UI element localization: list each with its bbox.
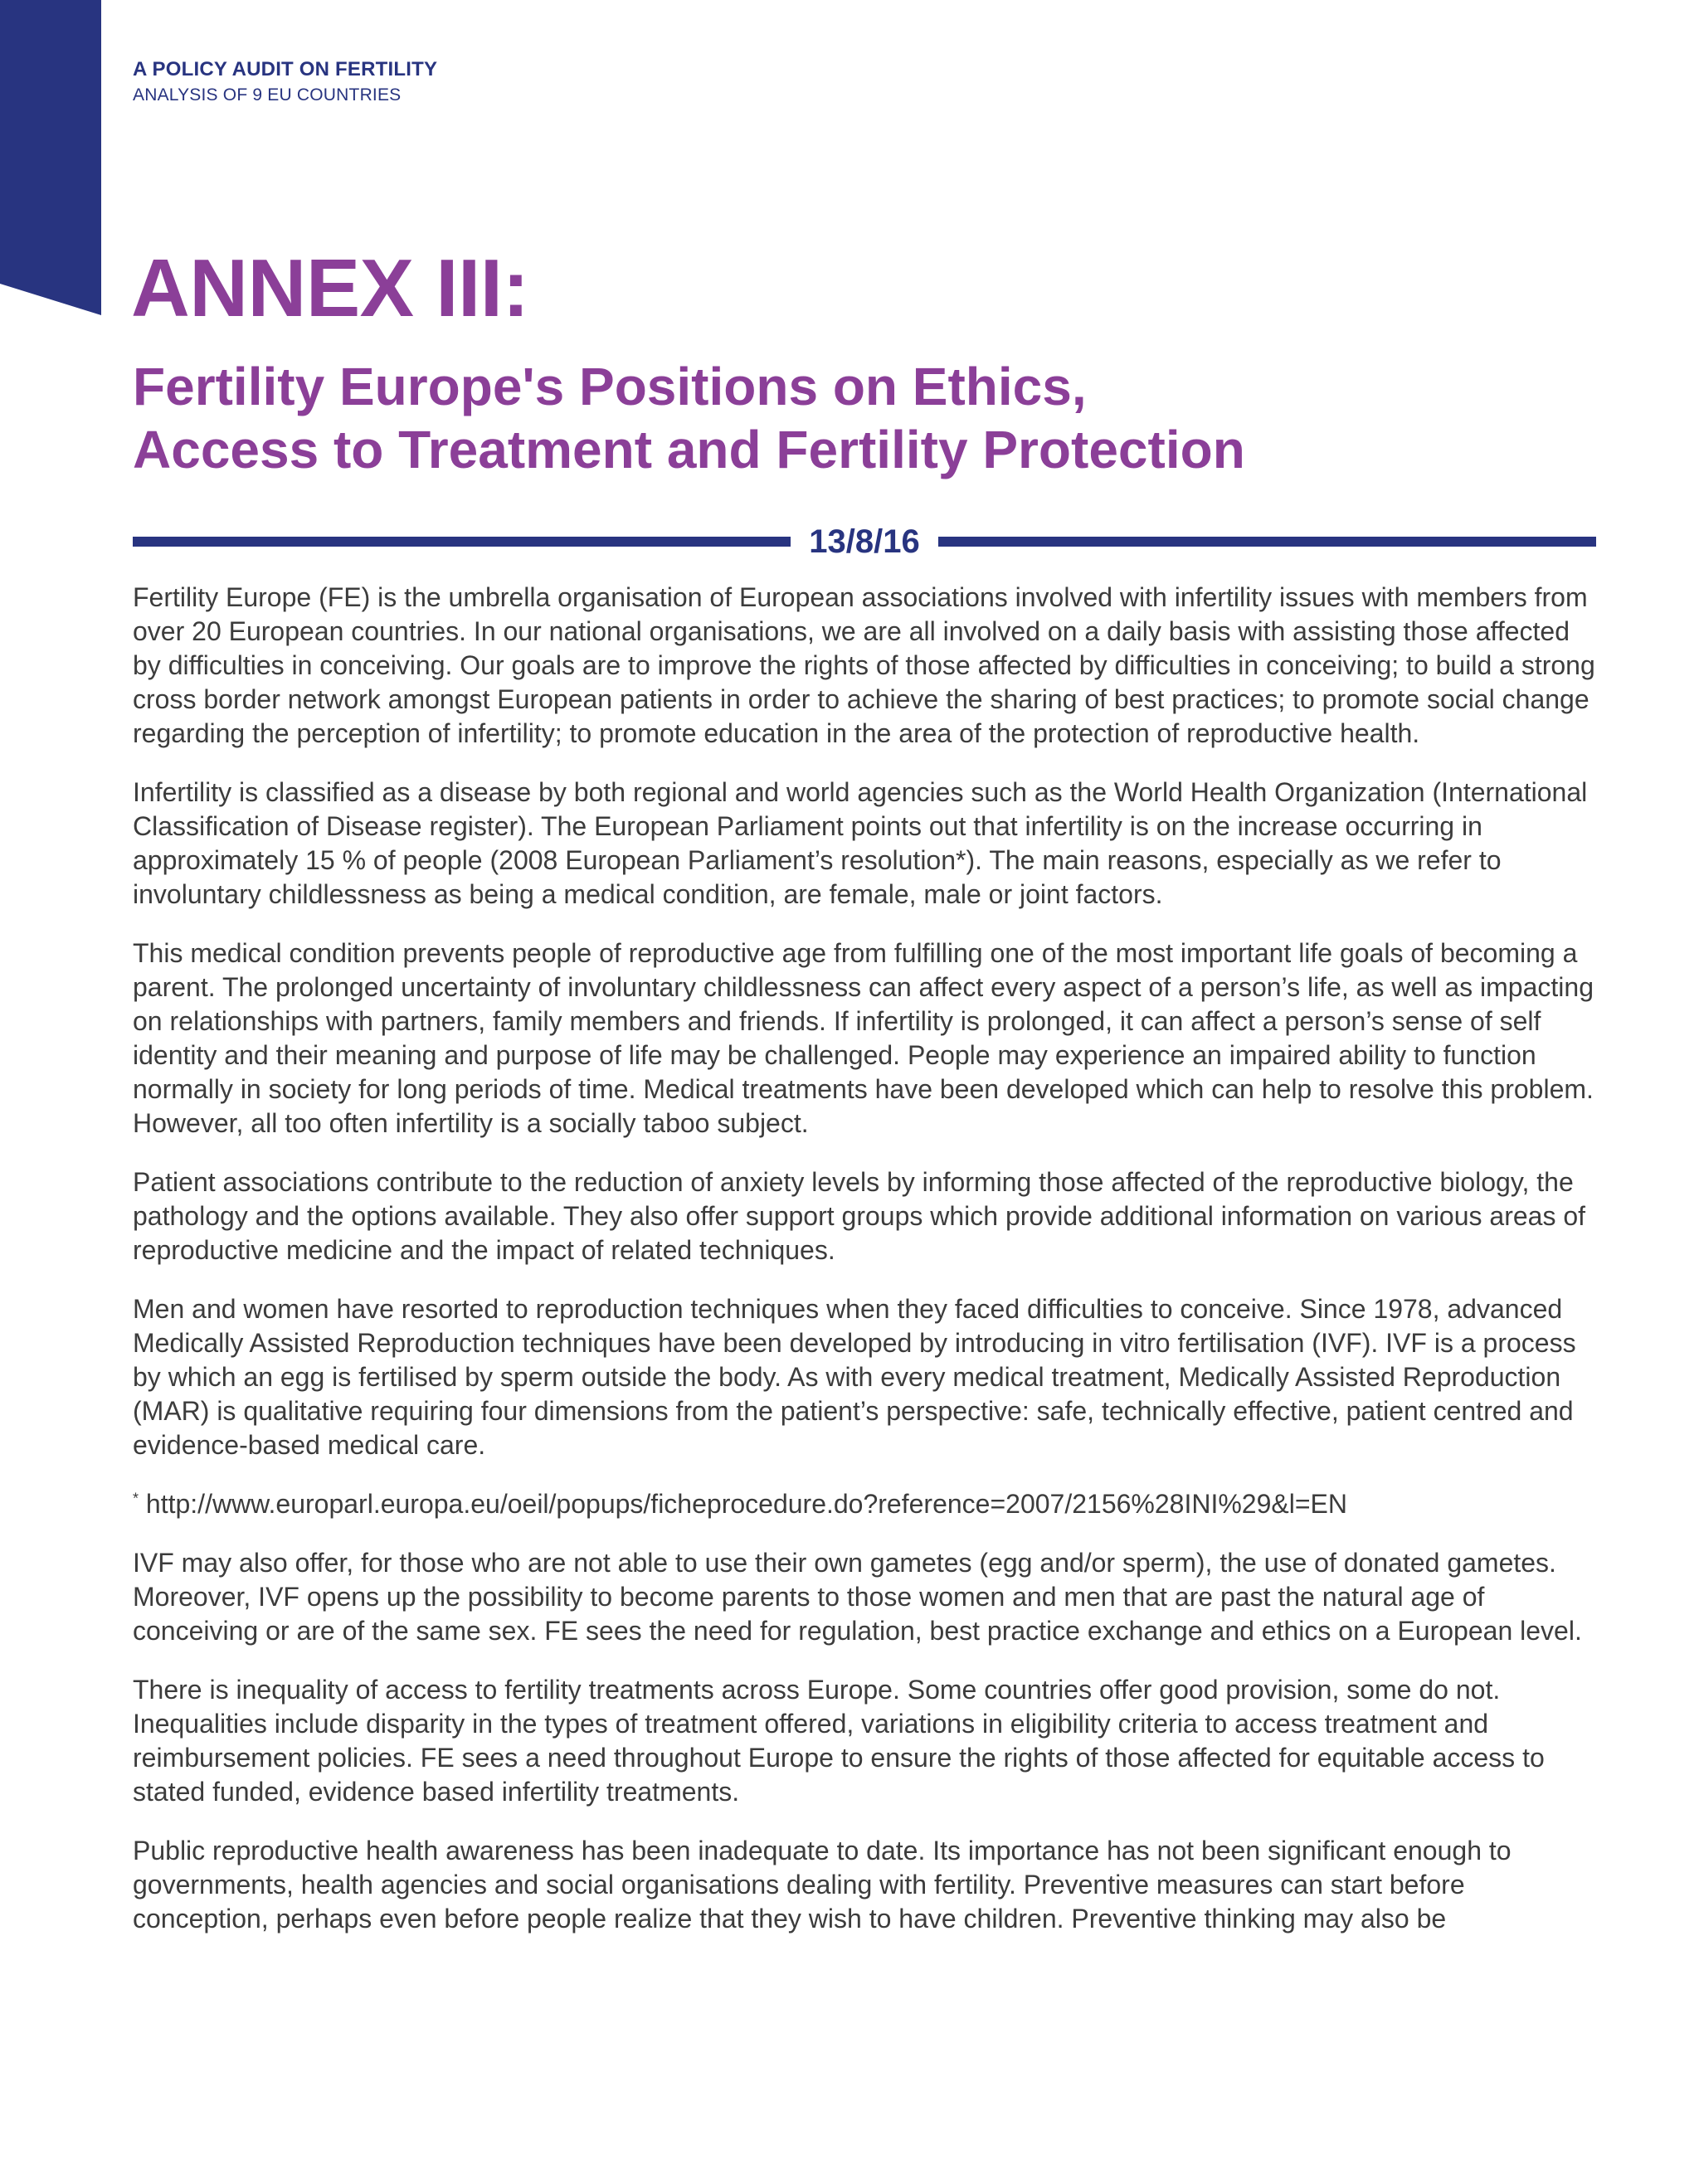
footnote xyxy=(133,1487,1596,1521)
footnote-mark: * xyxy=(133,1490,139,1507)
paragraph: Fertility Europe (FE) is the umbrella organisation of European associations involved with infertility issues with members from over 20 European countries. In our national organisations, we are all involved on a daily basis with assisting those affected by difficulties in conceiving. Our goals are to improve the rights of those affected by difficulties in conceiving; to build a strong cross border network amongst European patients in order to achieve the sharing of best practices; to promote social change regarding the perception of infertility; to promote education in the area of the protection of reproductive health. xyxy=(133,582,1595,748)
annex-title: ANNEX III: xyxy=(131,242,529,333)
divider-bar-left xyxy=(133,537,791,547)
paragraph: Infertility is classified as a disease by both regional and world agencies such as the World Health Organization (International Classification of Disease register). The European Parliament points out that infertility is on the increase occurring in approximately 15 % of people (2008 European Parliament’s resolution*). The main reasons, especially as we refer to involuntary childlessness as being a medical condition, are female, male or joint factors. xyxy=(133,777,1588,909)
divider-bar-right xyxy=(938,537,1596,547)
paragraph: Men and women have resorted to reproduction techniques when they faced difficulties to conceive. Since 1978, advanced Medically Assisted Reproduction techniques have been developed by introducing in vitro fertilisation (IVF). IVF is a process by which an egg is fertilised by sperm outside the body. As with every medical treatment, Medically Assisted Reproduction (MAR) is qualitative requiring four dimensions from the patient’s perspective: safe, technically effective, patient centred and evidence-based medical care. xyxy=(133,1294,1576,1460)
paragraph: IVF may also offer, for those who are not able to use their own gametes (egg and/or sperm), the use of donated gametes. Moreover, IVF opens up the possibility to become parents to those women and men that are past the natural age of conceiving or are of the same sex. FE sees the need for regulation, best practice exchange and ethics on a European level. xyxy=(133,1548,1582,1646)
footnote-url: http://www.europarl.europa.eu/oeil/popups/ficheprocedure.do?reference=2007/2156%28INI%29&l=EN xyxy=(145,1489,1347,1519)
running-header-title: A POLICY AUDIT ON FERTILITY xyxy=(133,58,438,80)
body-text xyxy=(133,581,1596,1961)
annex-subtitle-line-1: Fertility Europe's Positions on Ethics, xyxy=(133,357,1087,416)
annex-subtitle xyxy=(133,355,1560,481)
paragraph: There is inequality of access to fertility treatments across Europe. Some countries offer good provision, some do not. Inequalities include disparity in the types of treatment offered, variations in eligibility criteria to access treatment and reimbursement policies. FE sees a need throughout Europe to ensure the rights of those affected for equitable access to stated funded, evidence based infertility treatments. xyxy=(133,1675,1545,1807)
running-header xyxy=(133,56,879,108)
document-date: 13/8/16 xyxy=(809,523,920,560)
paragraph: This medical condition prevents people of reproductive age from fulfilling one of the most important life goals of becoming a parent. The prolonged uncertainty of involuntary childlessness can affect every aspect of a person’s life, as well as impacting on relationships with partners, family members and friends. If infertility is prolonged, it can affect a person’s sense of self identity and their meaning and purpose of life may be challenged. People may experience an impaired ability to function normally in society for long periods of time. Medical treatments have been developed which can help to resolve this problem. However, all too often infertility is a socially taboo subject. xyxy=(133,938,1594,1138)
paragraph: Public reproductive health awareness has been inadequate to date. Its importance has not been significant enough to governments, health agencies and social organisations dealing with fertility. Preventive measures can start before conception, perhaps even before people realize that they wish to have children. Preventive thinking may also be xyxy=(133,1836,1512,1933)
paragraph: Patient associations contribute to the reduction of anxiety levels by informing those affected of the reproductive biology, the pathology and the options available. They also offer support groups which provide additional information on various areas of reproductive medicine and the impact of related techniques. xyxy=(133,1167,1586,1265)
date-divider xyxy=(133,521,1596,562)
annex-subtitle-line-2: Access to Treatment and Fertility Protection xyxy=(133,420,1245,479)
side-band-shape xyxy=(0,0,101,315)
running-header-subtitle: ANALYSIS OF 9 EU COUNTRIES xyxy=(133,85,402,105)
side-color-band xyxy=(0,0,101,315)
